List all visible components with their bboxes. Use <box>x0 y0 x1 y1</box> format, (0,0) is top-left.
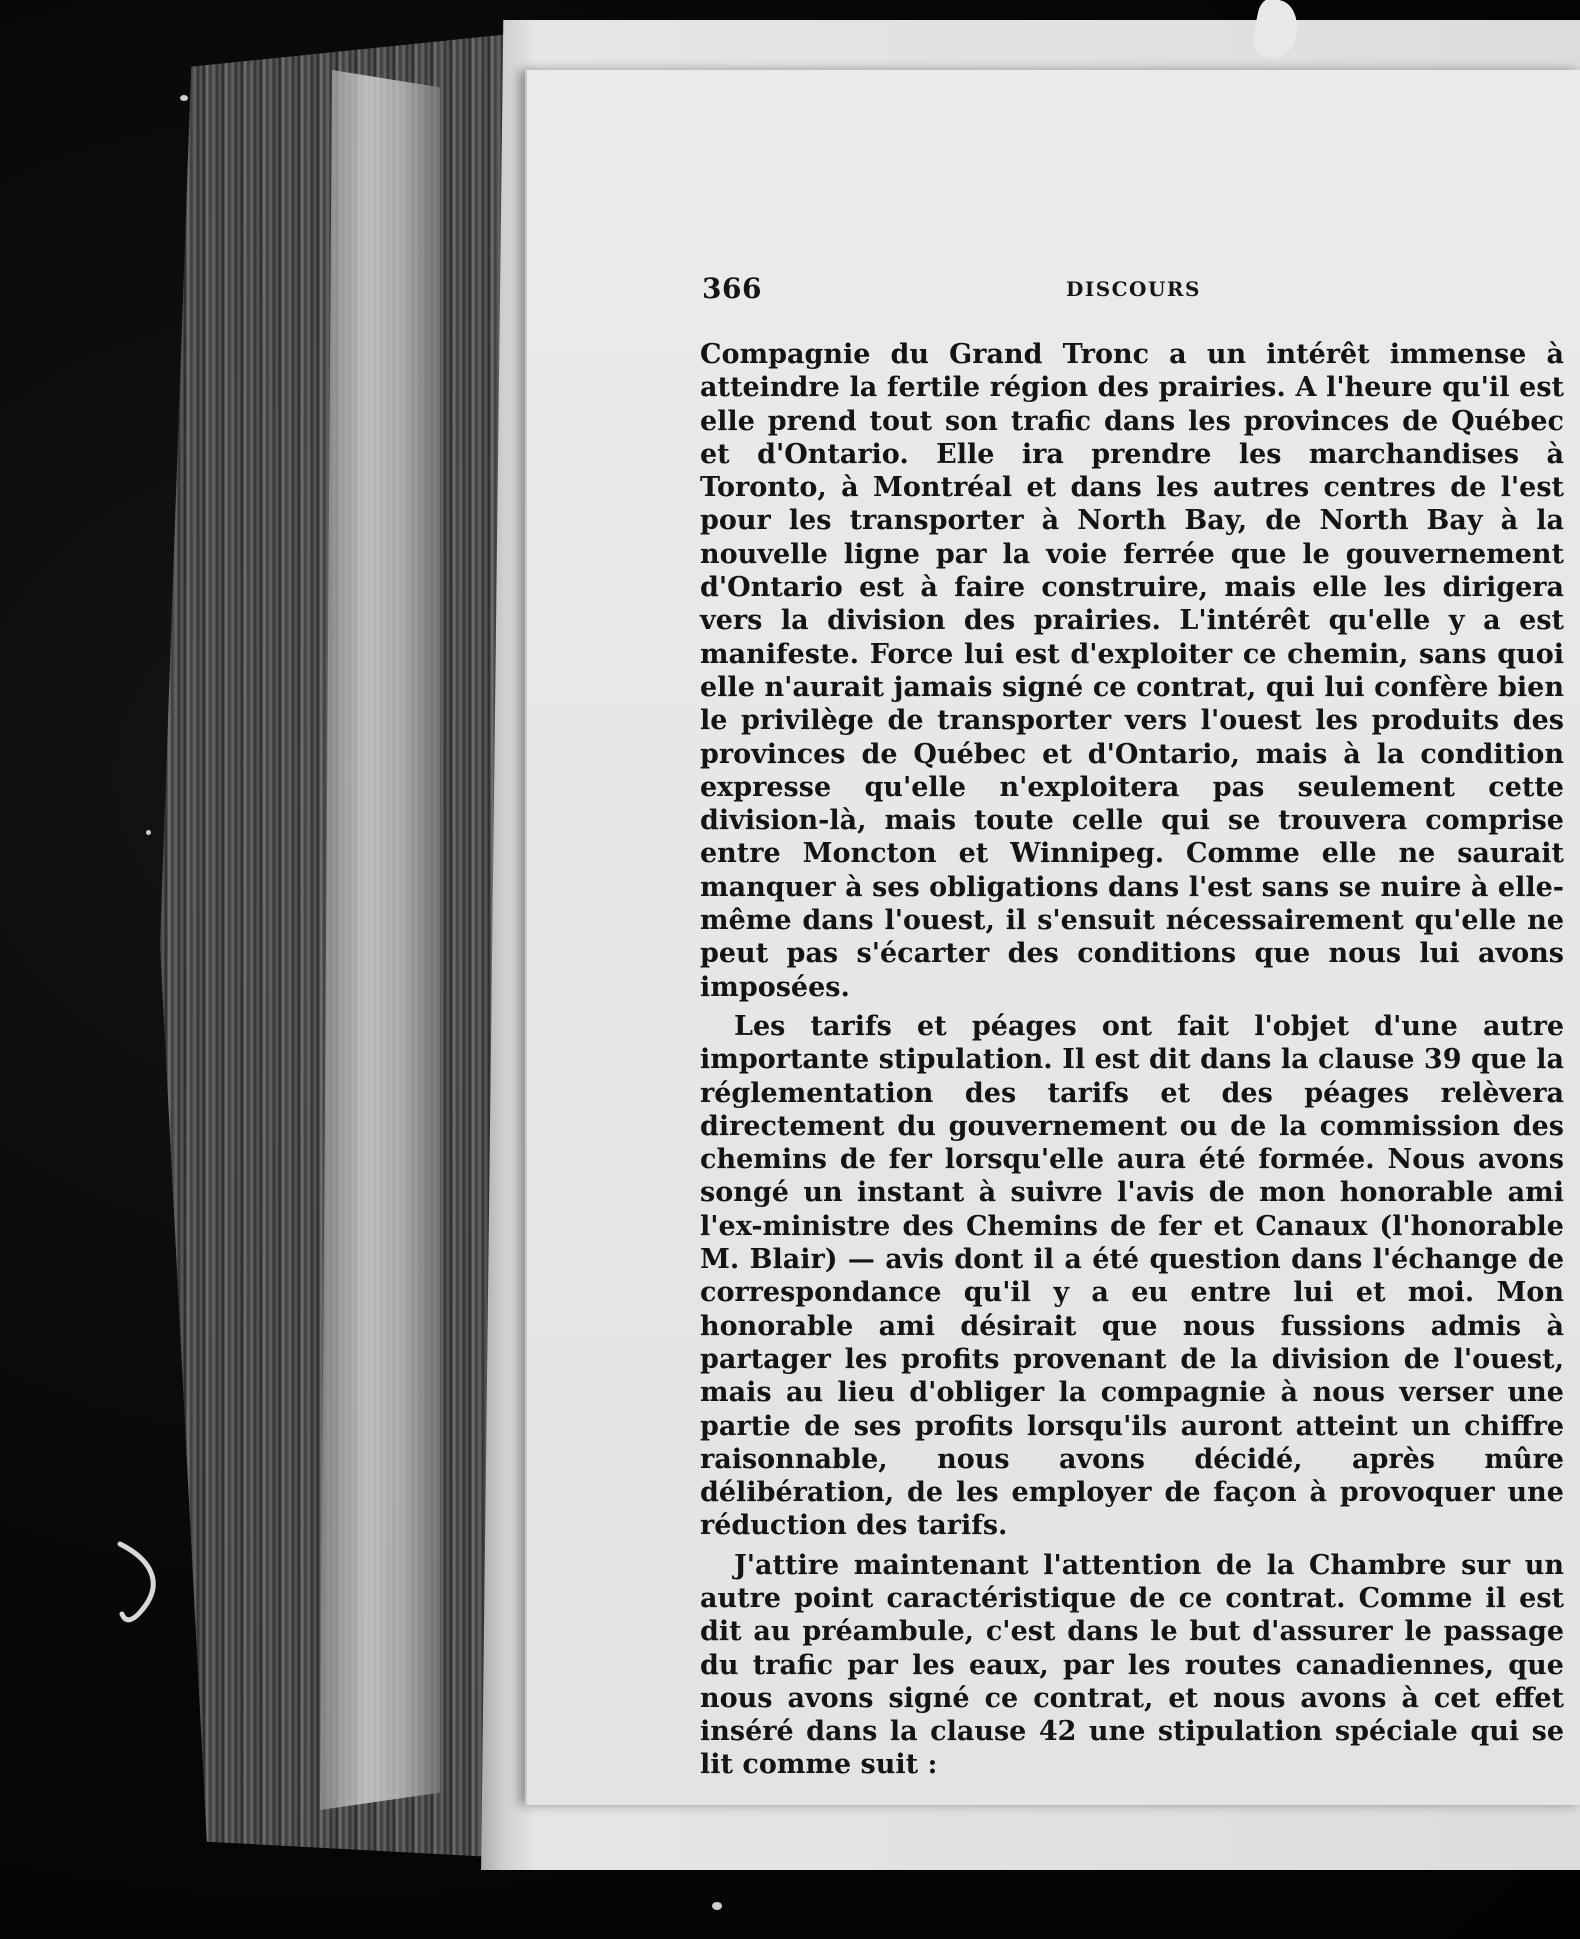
book-page-edges-highlight <box>320 70 440 1810</box>
page-body <box>700 338 1564 1782</box>
dust-speck <box>712 1902 722 1910</box>
page-header <box>702 272 1262 312</box>
page-number: 366 <box>702 272 762 305</box>
dust-speck <box>180 95 188 101</box>
paragraph: J'attire maintenant l'attention de la Chambre sur un autre point caractéristique de ce contrat. Comme il est dit au préambule, c'est dans le but d'assurer le passage du trafic par les eaux, par les routes canadiennes, que nous avons signé ce contrat, et nous avons à cet effet inséré dans la clause 42 une stipulation spéciale qui se lit comme suit : <box>700 1549 1564 1781</box>
dust-speck <box>146 830 151 835</box>
paragraph: Compagnie du Grand Tronc a un intérêt immense à atteindre la fertile région des prairies. A l'heure qu'il est elle prend tout son trafic dans les provinces de Québec et d'Ontario. Elle ira prendre les marchandises à Toronto, à Montréal et dans les autres centres de l'est pour les transporter à North Bay, de North Bay à la nouvelle ligne par la voie ferrée que le gouvernement d'Ontario est à faire construire, mais elle les dirigera vers la division des prairies. L'intérêt qu'elle y a est manifeste. Force lui est d'exploiter ce chemin, sans quoi elle n'aurait jamais signé ce contrat, qui lui confère bien le privilège de transporter vers l'ouest les produits des provinces de Québec et d'Ontario, mais à la condition expresse qu'elle n'exploitera pas seulement cette division-là, mais toute celle qui se trouvera comprise entre Moncton et Winnipeg. Comme elle ne saurait manquer à ses obligations dans l'est sans se nuire à elle-même dans l'ouest, il s'ensuit nécessairement qu'elle ne peut pas s'écarter des conditions que nous lui avons imposées. <box>700 339 1564 1003</box>
hook-mark-icon <box>112 1540 172 1640</box>
running-head: DISCOURS <box>1066 277 1201 301</box>
paragraph: Les tarifs et péages ont fait l'objet d'une autre importante stipulation. Il est dit dans la clause 39 que la réglementation des tarifs et des péages relèvera directement du gouvernement ou de la commission des chemins de fer lorsqu'elle aura été formée. Nous avons songé un instant à suivre l'avis de mon honorable ami l'ex-ministre des Chemins de fer et Canaux (l'honorable M. Blair) — avis dont il a été question dans l'échange de correspondance qu'il y a eu entre lui et moi. Mon honorable ami désirait que nous fussions admis à partager les profits provenant de la division de l'ouest, mais au lieu d'obliger la compagnie à nous verser une partie de ses profits lorsqu'ils auront atteint un chiffre raisonnable, nous avons décidé, après mûre délibération, de les employer de façon à provoquer une réduction des tarifs. <box>700 1010 1564 1542</box>
